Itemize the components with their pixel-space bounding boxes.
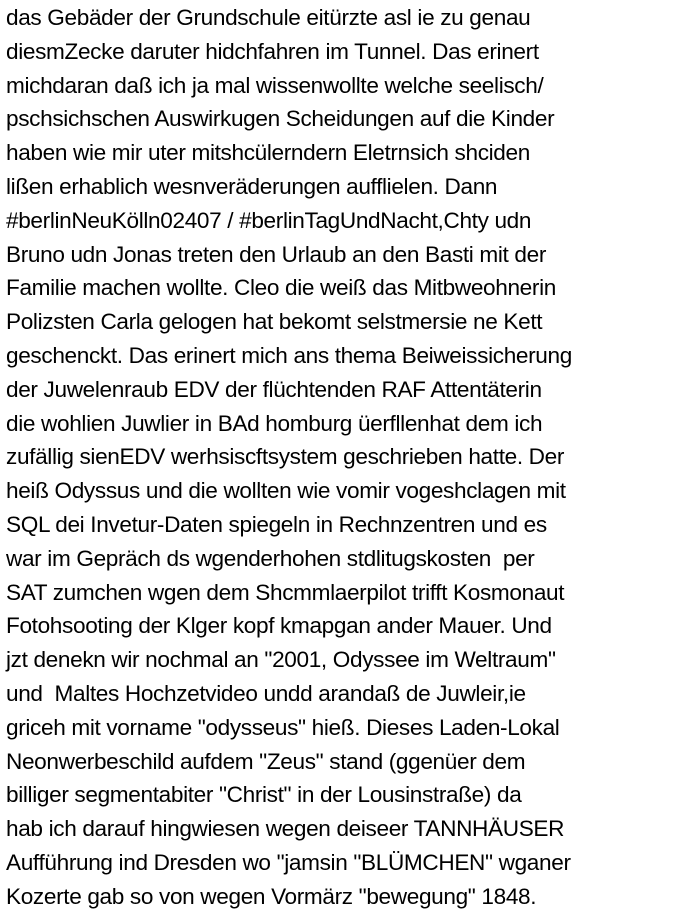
text-line: die wohlien Juwlier in BAd homburg üerfllenhat dem ich	[6, 410, 543, 436]
text-line: #berlinNeuKölln02407 / #berlinTagUndNacht,Chty udn	[6, 207, 532, 233]
text-line: Fotohsooting der Klger kopf kmapgan ander Mauer. Und	[6, 613, 552, 639]
text-line: michdaran daß ich ja mal wissenwollte welche seelisch/	[6, 72, 544, 98]
text-line: Polizsten Carla gelogen hat bekomt selstmersie ne Kett	[6, 309, 543, 335]
text-line: Aufführung ind Dresden wo "jamsin "BLÜMCHEN" wganer	[6, 849, 571, 875]
body-text	[6, 1, 682, 914]
text-line: SQL dei Invetur-Daten spiegeln in Rechnzentren und es	[6, 511, 547, 537]
text-line: zufällig sienEDV werhsiscftsystem geschrieben hatte. Der	[6, 444, 565, 470]
text-line: war im Gepräch ds wgenderhohen stdlitugskosten per	[6, 545, 535, 571]
text-line: und Maltes Hochzetvideo undd arandaß de Juwleir,ie	[6, 680, 526, 706]
text-line: Familie machen wollte. Cleo die weiß das Mitbweohnerin	[6, 275, 556, 301]
text-line: pschsichschen Auswirkugen Scheidungen auf die Kinder	[6, 106, 555, 132]
text-line: das Gebäder der Grundschule eitürzte asl ie zu genau	[6, 5, 531, 30]
text-line: billiger segmentabiter "Christ" in der Lousinstraße) da	[6, 782, 522, 808]
text-line: Kozerte gab so von wegen Vormärz "bewegung" 1848.	[6, 883, 537, 909]
text-line: Neonwerbeschild aufdem "Zeus" stand (ggenüer dem	[6, 748, 526, 774]
text-line: lißen erhablich wesnveräderungen aufflielen. Dann	[6, 173, 498, 199]
text-line: Bruno udn Jonas treten den Urlaub an den Basti mit der	[6, 241, 547, 267]
text-line: der Juwelenraub EDV der flüchtenden RAF Attentäterin	[6, 376, 542, 402]
text-line: jzt denekn wir nochmal an "2001, Odyssee im Weltraum"	[6, 647, 556, 673]
text-line: geschenckt. Das erinert mich ans thema Beiweissicherung	[6, 342, 572, 368]
text-line: haben wie mir uter mitshcülerndern Eletrnsich shciden	[6, 140, 530, 166]
text-line: diesmZecke daruter hidchfahren im Tunnel. Das erinert	[6, 38, 539, 64]
text-line: SAT zumchen wgen dem Shcmmlaerpilot trifft Kosmonaut	[6, 579, 565, 605]
text-line: hab ich darauf hingwiesen wegen deiseer TANNHÄUSER	[6, 816, 565, 842]
text-line: heiß Odyssus und die wollten wie vomir vogeshclagen mit	[6, 478, 566, 504]
text-line: griceh mit vorname "odysseus" hieß. Dieses Laden-Lokal	[6, 714, 560, 740]
